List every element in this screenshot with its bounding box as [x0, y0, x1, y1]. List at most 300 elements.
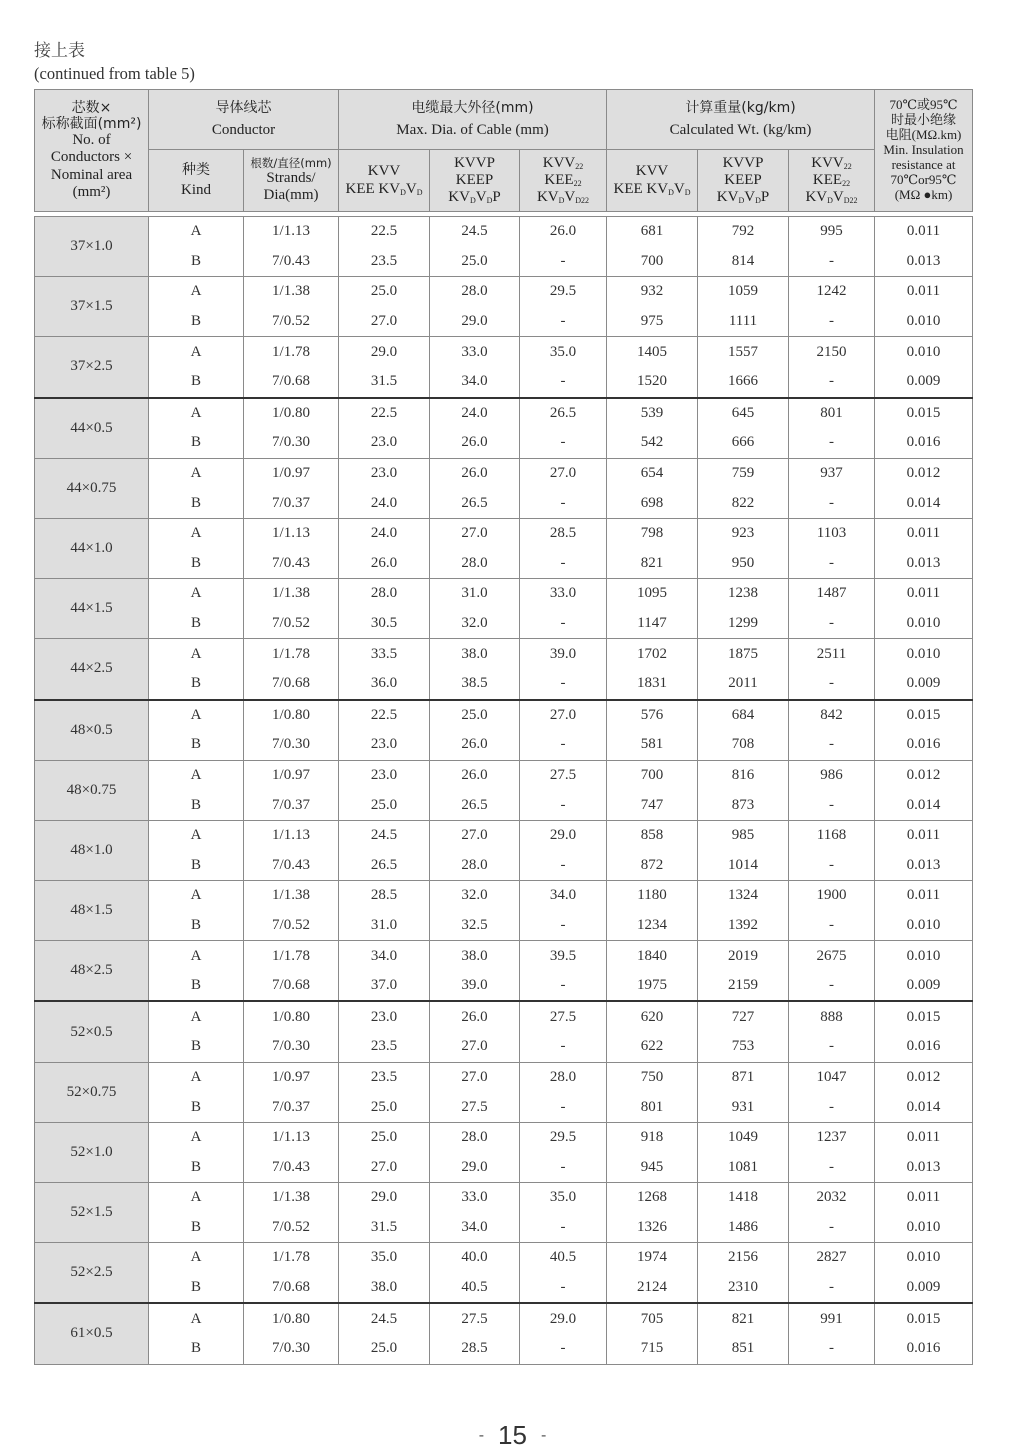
insulation-header-en-2: resistance at	[891, 156, 956, 172]
dia-kvvp-cell: 38.5	[430, 669, 520, 700]
dia-kvvp-cell: 29.0	[430, 307, 520, 337]
dia-kvv-cell: 29.0	[339, 337, 430, 367]
kind-cell: A	[149, 458, 244, 488]
dia-kvvp-cell: 27.5	[430, 1303, 520, 1334]
wt-kvv-cell: 698	[607, 488, 698, 518]
wt-kvvp-cell: 2156	[698, 1243, 789, 1273]
dia-kvvp-cell: 26.0	[430, 458, 520, 488]
insulation-header-en-1: Min. Insulation	[883, 142, 964, 158]
dia-kvv-cell: 23.0	[339, 730, 430, 760]
dia-kvv-cell: 25.0	[339, 1122, 430, 1152]
dia-kvvp-cell: 26.0	[430, 1001, 520, 1032]
strands-cell: 1/1.38	[244, 1183, 339, 1213]
wt-kvv22-cell: 1047	[789, 1062, 875, 1092]
insulation-cell: 0.011	[875, 217, 973, 247]
insulation-cell: 0.011	[875, 579, 973, 609]
kind-cell: B	[149, 1334, 244, 1364]
cores-cell: 37×2.5	[35, 337, 149, 398]
strands-cell: 7/0.52	[244, 307, 339, 337]
wt-kvvp-cell: 1049	[698, 1122, 789, 1152]
insulation-header-en-4: (MΩ ●km)	[894, 186, 953, 202]
insulation-cell: 0.010	[875, 337, 973, 367]
strands-cell: 1/1.13	[244, 518, 339, 548]
wt-kvv22-cell: 2150	[789, 337, 875, 367]
kind-cell: B	[149, 367, 244, 398]
wt-kvvp-cell: 759	[698, 458, 789, 488]
cores-header-en-4: (mm²)	[72, 183, 111, 200]
insulation-cell: 0.016	[875, 1334, 973, 1364]
dia-kvvp-cell: 26.5	[430, 488, 520, 518]
table-row	[35, 1183, 973, 1213]
strands-cell: 7/0.68	[244, 971, 339, 1002]
dia-kvv-cell: 22.5	[339, 217, 430, 247]
kind-cell: B	[149, 790, 244, 820]
dia-kvv22-cell: 33.0	[520, 579, 607, 609]
dia-kvv22-cell: -	[520, 609, 607, 639]
dia-kvv-cell: 38.0	[339, 1273, 430, 1304]
dia-kvv22-cell: -	[520, 850, 607, 880]
wt-kvvp-cell: 931	[698, 1092, 789, 1122]
dia-kvv22-cell: 39.0	[520, 639, 607, 669]
kind-cell: B	[149, 669, 244, 700]
wt-kvv22-cell: -	[789, 307, 875, 337]
strands-cell: 7/0.52	[244, 609, 339, 639]
table-row	[35, 428, 973, 458]
dia-kvvp-cell: 40.5	[430, 1273, 520, 1304]
table-row	[35, 881, 973, 911]
dia-kvv-cell: 23.0	[339, 760, 430, 790]
strands-cell: 1/1.38	[244, 881, 339, 911]
wt-kvv-cell: 801	[607, 1092, 698, 1122]
wt-kvv-cell: 581	[607, 730, 698, 760]
dia-kvv-cell: 22.5	[339, 398, 430, 429]
dia-kvv-cell: 31.0	[339, 911, 430, 941]
wt-kvv22-cell: -	[789, 609, 875, 639]
wt-kvv22-cell: -	[789, 730, 875, 760]
kind-cell: A	[149, 760, 244, 790]
wt-kvvp-cell: 821	[698, 1303, 789, 1334]
strands-cell: 7/0.43	[244, 1152, 339, 1182]
insulation-cell: 0.010	[875, 639, 973, 669]
strands-cell: 7/0.68	[244, 1273, 339, 1304]
cores-cell: 48×0.75	[35, 760, 149, 820]
page-number-value: 15	[498, 1420, 527, 1450]
strands-cell: 7/0.43	[244, 549, 339, 579]
wt-kvv22-cell: 995	[789, 217, 875, 247]
wt-kvv-cell: 705	[607, 1303, 698, 1334]
insulation-header-en-3: 70℃or95℃	[890, 171, 957, 187]
kind-cell: A	[149, 277, 244, 307]
cores-header-en-1: No. of	[72, 132, 111, 149]
strands-cell: 1/1.13	[244, 820, 339, 850]
dia-kvv-cell: 25.0	[339, 277, 430, 307]
wt-kvvp-cell: 2159	[698, 971, 789, 1002]
dia-kvv22-cell: 27.0	[520, 458, 607, 488]
insulation-cell: 0.009	[875, 367, 973, 398]
dia-kvv22-cell: -	[520, 549, 607, 579]
insulation-cell: 0.009	[875, 1273, 973, 1304]
wt-kvvp-cell: 822	[698, 488, 789, 518]
cores-cell: 52×1.5	[35, 1183, 149, 1243]
wt-kvv-cell: 1095	[607, 579, 698, 609]
dia-kvv-cell: 34.0	[339, 941, 430, 971]
wt-kvv-cell: 1974	[607, 1243, 698, 1273]
wt-kvv22-cell: -	[789, 488, 875, 518]
insulation-cell: 0.009	[875, 971, 973, 1002]
dia-kvv22-cell: -	[520, 1273, 607, 1304]
wt-kvv-cell: 1702	[607, 639, 698, 669]
insulation-cell: 0.011	[875, 1122, 973, 1152]
cores-cell: 44×1.0	[35, 518, 149, 578]
table-row	[35, 850, 973, 880]
insulation-cell: 0.010	[875, 1213, 973, 1243]
kind-cell: B	[149, 1092, 244, 1122]
kind-cell: A	[149, 518, 244, 548]
dia-kvv22-cell: 26.5	[520, 398, 607, 429]
wt-kvv22-cell: 1237	[789, 1122, 875, 1152]
insulation-cell: 0.011	[875, 518, 973, 548]
strands-cell: 7/0.68	[244, 367, 339, 398]
wt-kvv-cell: 681	[607, 217, 698, 247]
dia-kvv22-cell: -	[520, 1213, 607, 1243]
kind-cell: A	[149, 1183, 244, 1213]
kind-cell: A	[149, 217, 244, 247]
dia-kvvp-cell: 28.0	[430, 1122, 520, 1152]
cores-cell: 52×1.0	[35, 1122, 149, 1182]
dia-kvvp-cell: 26.0	[430, 428, 520, 458]
cores-cell: 52×2.5	[35, 1243, 149, 1304]
insulation-cell: 0.012	[875, 1062, 973, 1092]
wt-kvv22-cell: -	[789, 669, 875, 700]
table-row	[35, 1243, 973, 1273]
continued-label-en: (continued from table 5)	[34, 64, 195, 83]
wt-kvv22-cell: 2032	[789, 1183, 875, 1213]
wt-kvv22-cell: 937	[789, 458, 875, 488]
kind-cell: B	[149, 247, 244, 277]
dia-kvv-cell: 28.0	[339, 579, 430, 609]
kind-cell: B	[149, 1152, 244, 1182]
wt-kvv-cell: 654	[607, 458, 698, 488]
table-row	[35, 820, 973, 850]
table-row	[35, 579, 973, 609]
dia-kvv-cell: 30.5	[339, 609, 430, 639]
dia-kvv-cell: 25.0	[339, 1334, 430, 1364]
area-header-cn: 标称截面(mm²)	[41, 116, 142, 132]
dia-kvv-cell: 23.5	[339, 1062, 430, 1092]
dia-kvv-cell: 23.5	[339, 1032, 430, 1062]
dia-kvvp-header: KVVP KEEP $KV_DV_DP$	[430, 150, 520, 212]
diameter-header-cn: 电缆最大外径(mm)	[411, 99, 534, 116]
insulation-cell: 0.013	[875, 1152, 973, 1182]
wt-kvvp-cell: 816	[698, 760, 789, 790]
strands-cell: 7/0.37	[244, 488, 339, 518]
table-row	[35, 518, 973, 548]
dia-kvv22-cell: -	[520, 730, 607, 760]
kind-header-en: Kind	[181, 181, 211, 198]
dia-kvv22-cell: 27.0	[520, 700, 607, 731]
strands-cell: 1/0.97	[244, 760, 339, 790]
cores-cell: 44×1.5	[35, 579, 149, 639]
insulation-cell: 0.011	[875, 1183, 973, 1213]
insulation-cell: 0.010	[875, 911, 973, 941]
table-row	[35, 911, 973, 941]
page-dash-right: -	[540, 1427, 547, 1444]
table-row	[35, 217, 973, 247]
dia-kvvp-cell: 26.0	[430, 730, 520, 760]
wt-kvvp-cell: 2019	[698, 941, 789, 971]
wt-kvv22-cell: -	[789, 790, 875, 820]
strands-cell: 1/1.38	[244, 277, 339, 307]
table-row	[35, 247, 973, 277]
table-header	[34, 89, 973, 212]
wt-kvv22-cell: -	[789, 1213, 875, 1243]
insulation-cell: 0.010	[875, 609, 973, 639]
dia-kvv22-cell: -	[520, 669, 607, 700]
wt-kvv-cell: 700	[607, 247, 698, 277]
dia-kvv22-cell: 29.0	[520, 1303, 607, 1334]
kind-cell: A	[149, 639, 244, 669]
dia-kvvp-cell: 38.0	[430, 639, 520, 669]
strands-cell: 7/0.37	[244, 790, 339, 820]
wt-kvvp-cell: 1392	[698, 911, 789, 941]
wt-kvv-cell: 1840	[607, 941, 698, 971]
kind-cell: A	[149, 1062, 244, 1092]
cores-cell: 48×1.0	[35, 820, 149, 880]
wt-kvvp-cell: 1111	[698, 307, 789, 337]
cores-cell: 48×1.5	[35, 881, 149, 941]
wt-kvv-cell: 1831	[607, 669, 698, 700]
strands-cell: 7/0.52	[244, 1213, 339, 1243]
strands-cell: 1/1.13	[244, 217, 339, 247]
table-row	[35, 1334, 973, 1364]
page-dash-left: -	[478, 1427, 485, 1444]
dia-kvvp-cell: 32.0	[430, 609, 520, 639]
dia-kvv-cell: 31.5	[339, 367, 430, 398]
insulation-cell: 0.012	[875, 760, 973, 790]
dia-kvv22-cell: 29.5	[520, 1122, 607, 1152]
wt-kvvp-cell: 1666	[698, 367, 789, 398]
insulation-cell: 0.015	[875, 700, 973, 731]
dia-kvv-cell: 27.0	[339, 1152, 430, 1182]
table-row	[35, 1032, 973, 1062]
wt-kvvp-cell: 792	[698, 217, 789, 247]
wt-kvvp-cell: 666	[698, 428, 789, 458]
strands-cell: 1/0.80	[244, 700, 339, 731]
wt-kvv22-cell: -	[789, 247, 875, 277]
strands-cell: 1/0.97	[244, 1062, 339, 1092]
wt-kvv22-cell: -	[789, 850, 875, 880]
dia-kvv22-cell: -	[520, 1092, 607, 1122]
dia-kvv22-cell: -	[520, 247, 607, 277]
dia-kvvp-cell: 25.0	[430, 700, 520, 731]
dia-kvv22-cell: 27.5	[520, 1001, 607, 1032]
wt-kvv-cell: 1975	[607, 971, 698, 1002]
strands-cell: 1/0.97	[244, 458, 339, 488]
dia-kvv-cell: 22.5	[339, 700, 430, 731]
insulation-cell: 0.011	[875, 277, 973, 307]
table-row	[35, 307, 973, 337]
table-row	[35, 730, 973, 760]
wt-kvv-cell: 750	[607, 1062, 698, 1092]
wt-kvv22-cell: -	[789, 1092, 875, 1122]
dia-kvv22-cell: 27.5	[520, 760, 607, 790]
dia-kvv-cell: 37.0	[339, 971, 430, 1002]
kind-cell: B	[149, 1213, 244, 1243]
wt-kvv-cell: 747	[607, 790, 698, 820]
dia-kvv-cell: 24.5	[339, 820, 430, 850]
table-row	[35, 639, 973, 669]
dia-kvvp-cell: 24.0	[430, 398, 520, 429]
wt-kvvp-cell: 985	[698, 820, 789, 850]
insulation-cell: 0.011	[875, 820, 973, 850]
strands-cell: 7/0.68	[244, 669, 339, 700]
insulation-cell: 0.010	[875, 307, 973, 337]
table-row	[35, 1062, 973, 1092]
wt-kvv-cell: 700	[607, 760, 698, 790]
strands-cell: 7/0.37	[244, 1092, 339, 1122]
dia-kvv22-cell: -	[520, 307, 607, 337]
cores-cell: 44×0.75	[35, 458, 149, 518]
conductor-header-cn: 导体线芯	[215, 99, 272, 116]
wt-kvv-cell: 1268	[607, 1183, 698, 1213]
diameter-header	[339, 90, 607, 150]
table-row	[35, 1152, 973, 1182]
dia-kvv22-cell: 28.5	[520, 518, 607, 548]
insulation-cell: 0.014	[875, 1092, 973, 1122]
kind-cell: B	[149, 850, 244, 880]
wt-kvv-cell: 798	[607, 518, 698, 548]
kind-cell: A	[149, 881, 244, 911]
wt-kvv-cell: 1180	[607, 881, 698, 911]
dia-kvvp-cell: 28.0	[430, 277, 520, 307]
table-row	[35, 760, 973, 790]
dia-kvv-cell: 25.0	[339, 790, 430, 820]
wt-kvvp-cell: 814	[698, 247, 789, 277]
kind-cell: B	[149, 1032, 244, 1062]
wt-kvv22-cell: 1103	[789, 518, 875, 548]
wt-kvv-cell: 622	[607, 1032, 698, 1062]
insulation-header-cn-3: 电阻(MΩ.km)	[885, 127, 962, 143]
table-row	[35, 549, 973, 579]
dia-kvv-cell: 33.5	[339, 639, 430, 669]
wt-kvv-cell: 620	[607, 1001, 698, 1032]
insulation-cell: 0.009	[875, 669, 973, 700]
wt-kvv22-cell: 2675	[789, 941, 875, 971]
dia-kvvp-cell: 32.5	[430, 911, 520, 941]
table-row	[35, 1213, 973, 1243]
kind-cell: A	[149, 1303, 244, 1334]
dia-kvvp-cell: 27.0	[430, 518, 520, 548]
table-row	[35, 337, 973, 367]
dia-kvvp-cell: 28.0	[430, 549, 520, 579]
wt-kvv22-cell: -	[789, 1334, 875, 1364]
dia-kvv-cell: 23.0	[339, 458, 430, 488]
insulation-header-cn-1: 70℃或95℃	[889, 97, 958, 113]
wt-kvv-cell: 1326	[607, 1213, 698, 1243]
dia-kvv22-cell: 39.5	[520, 941, 607, 971]
table-row	[35, 1001, 973, 1032]
table-row	[35, 971, 973, 1002]
strands-cell: 7/0.43	[244, 247, 339, 277]
dia-kvv22-cell: 40.5	[520, 1243, 607, 1273]
insulation-cell: 0.010	[875, 1243, 973, 1273]
wt-kvv-cell: 1147	[607, 609, 698, 639]
dia-kvvp-cell: 38.0	[430, 941, 520, 971]
table-row	[35, 367, 973, 398]
wt-kvv22-cell: 1242	[789, 277, 875, 307]
wt-kvv-cell: 918	[607, 1122, 698, 1152]
dia-kvv-cell: 27.0	[339, 307, 430, 337]
dia-kvvp-cell: 39.0	[430, 971, 520, 1002]
dia-kvv22-cell: 29.5	[520, 277, 607, 307]
wt-kvv-cell: 821	[607, 549, 698, 579]
diameter-header-en: Max. Dia. of Cable (mm)	[396, 121, 549, 138]
dia-kvv22-cell: 34.0	[520, 881, 607, 911]
insulation-cell: 0.013	[875, 247, 973, 277]
wt-kvvp-cell: 1875	[698, 639, 789, 669]
wt-kvv22-cell: 801	[789, 398, 875, 429]
insulation-cell: 0.010	[875, 941, 973, 971]
strands-header-en-2: Dia(mm)	[263, 187, 319, 204]
wt-kvv22-cell: 2827	[789, 1243, 875, 1273]
insulation-cell: 0.013	[875, 850, 973, 880]
wt-kvv22-cell: -	[789, 1273, 875, 1304]
dia-kvvp-cell: 32.0	[430, 881, 520, 911]
dia-kvv22-cell: -	[520, 1032, 607, 1062]
wt-kvv-cell: 1234	[607, 911, 698, 941]
insulation-header	[875, 90, 973, 212]
table-row	[35, 1092, 973, 1122]
dia-kvv-cell: 36.0	[339, 669, 430, 700]
dia-kvvp-cell: 25.0	[430, 247, 520, 277]
insulation-cell: 0.014	[875, 488, 973, 518]
dia-kvv-header: KVV KEE $KV_DV_D$	[339, 150, 430, 212]
wt-kvv-cell: 715	[607, 1334, 698, 1364]
dia-kvv22-cell: 29.0	[520, 820, 607, 850]
dia-kvv-cell: 28.5	[339, 881, 430, 911]
dia-kvv22-cell: -	[520, 367, 607, 398]
kind-cell: A	[149, 1122, 244, 1152]
dia-kvvp-cell: 27.0	[430, 1062, 520, 1092]
dia-kvv-cell: 24.5	[339, 1303, 430, 1334]
conductor-header	[149, 90, 339, 150]
kind-header-cn: 种类	[182, 161, 210, 178]
wt-kvv22-cell: -	[789, 549, 875, 579]
cores-cell: 52×0.75	[35, 1062, 149, 1122]
dia-kvv22-cell: -	[520, 911, 607, 941]
wt-kvv22-cell: 842	[789, 700, 875, 731]
strands-cell: 7/0.30	[244, 428, 339, 458]
wt-kvv-cell: 1520	[607, 367, 698, 398]
dia-kvvp-cell: 27.5	[430, 1092, 520, 1122]
table-row	[35, 277, 973, 307]
wt-kvvp-cell: 753	[698, 1032, 789, 1062]
strands-cell: 1/1.78	[244, 337, 339, 367]
dia-kvvp-cell: 28.0	[430, 850, 520, 880]
dia-kvv-cell: 26.0	[339, 549, 430, 579]
wt-kvvp-cell: 851	[698, 1334, 789, 1364]
cores-cell: 44×2.5	[35, 639, 149, 700]
table-row	[35, 1122, 973, 1152]
dia-kvv22-cell: -	[520, 971, 607, 1002]
kind-cell: B	[149, 307, 244, 337]
strands-cell: 1/0.80	[244, 1303, 339, 1334]
wt-kvv-cell: 858	[607, 820, 698, 850]
dia-kvvp-cell: 33.0	[430, 1183, 520, 1213]
table-row	[35, 669, 973, 700]
strands-cell: 1/0.80	[244, 398, 339, 429]
kind-cell: A	[149, 398, 244, 429]
